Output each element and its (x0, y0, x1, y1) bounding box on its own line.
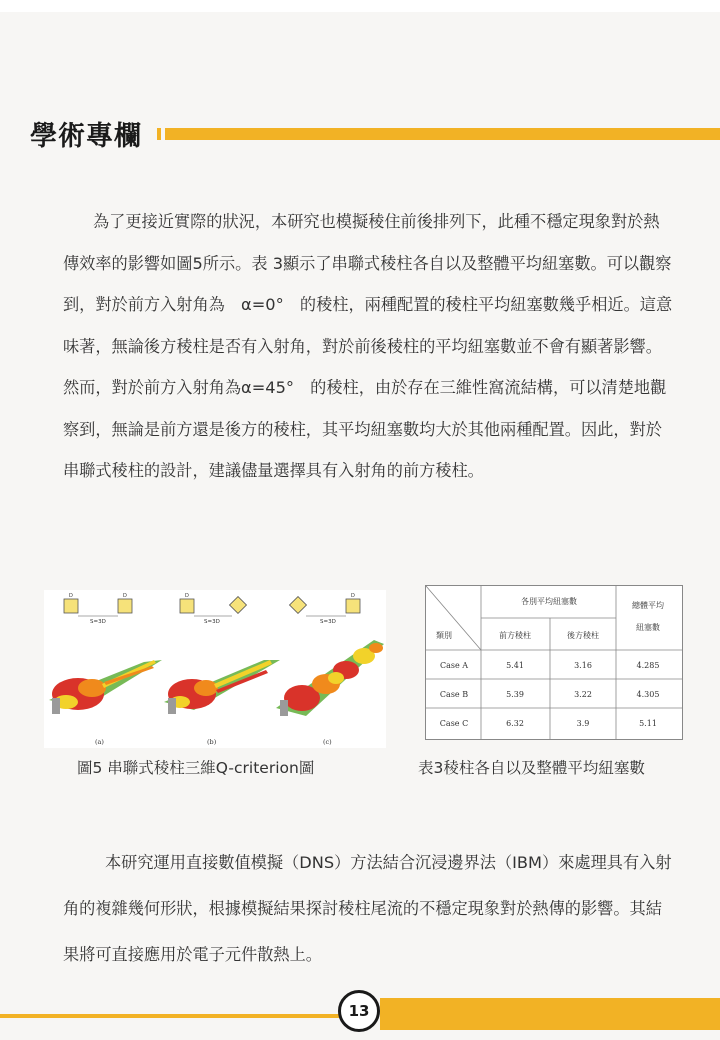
figure-caption: 圖5 串聯式稜柱三維Q-criterion圖 (77, 759, 315, 777)
table-caption: 表3稜柱各自以及整體平均紐塞數 (418, 759, 645, 777)
figure-5 (44, 590, 386, 748)
panel-b-vortex (164, 660, 280, 714)
panel-c-config (290, 593, 360, 625)
section-title: 學術專欄 (30, 121, 142, 152)
paragraph-1-text: 為了更接近實際的狀況，本研究也模擬稜住前後排列下，此種不穩定現象對於熱傳效率的影響如圖5所示。表 3顯示了串聯式稜柱各自以及整體平均紐塞數。可以觀察到，對於前方入射角為 α=0° 的稜柱，兩種配置的稜柱平均紐塞數幾乎相近。這意味著，無論後方稜柱是否有入射角，對於前後稜柱的平均紐塞數並不會有顯著影響。然而，對於前方入射角為α=45° 的稜柱，由於存在三維性窩流結構，可以清楚地觀察到，無論是前方還是後方的稜柱，其平均紐塞數均大於其他兩種配置。因此，對於串聯式稜柱的設計，建議儘量選擇具有入射角的前方稜柱。 (63, 212, 673, 480)
svg-text:D: D (185, 593, 189, 599)
panel-a-config (64, 593, 132, 625)
row-3-front: 6.32 (506, 719, 524, 728)
header-category: 類別 (436, 631, 452, 640)
row-1-total: 4.285 (636, 661, 660, 670)
row-2-case: Case B (439, 690, 469, 699)
row-3-total: 5.11 (639, 719, 657, 728)
panel-b-spacing: S=3D (204, 619, 220, 625)
svg-text:D: D (351, 593, 355, 599)
row-2-total: 4.305 (636, 690, 660, 699)
panel-b-config (180, 593, 246, 625)
page-number: 13 (338, 990, 380, 1032)
row-1-case: Case A (439, 661, 469, 670)
body-paragraph-2 (63, 840, 673, 978)
top-band (0, 0, 720, 12)
header-accent-bar (165, 128, 720, 140)
paragraph-2-text: 本研究運用直接數值模擬（DNS）方法結合沉浸邊界法（IBM）來處理具有入射角的複雜幾何形狀，根據模擬結果探討稜柱尾流的不穩定現象對於熱傳的影響。其結果將可直接應用於電子元件散熱上。 (63, 853, 672, 964)
row-3-case: Case C (439, 719, 469, 728)
header-rear: 後方稜柱 (567, 631, 599, 640)
row-2-rear: 3.22 (574, 690, 592, 699)
footer-accent-block (380, 998, 720, 1030)
panel-a-label: (a) (95, 738, 104, 746)
row-1-front: 5.41 (506, 661, 524, 670)
panel-a-vortex (49, 660, 162, 714)
table-grid (426, 586, 682, 739)
q-criterion-figure (44, 590, 386, 748)
header-total-1: 總體平均 (632, 601, 664, 610)
panel-a-spacing: S=3D (90, 619, 106, 625)
footer-line (0, 1014, 340, 1018)
header-total-2: 紐塞數 (636, 623, 660, 632)
row-1-rear: 3.16 (574, 661, 592, 670)
row-2-front: 5.39 (506, 690, 524, 699)
header-group: 各別平均紐塞數 (521, 597, 577, 606)
body-paragraph-1 (63, 201, 673, 492)
section-header (30, 112, 720, 152)
row-3-rear: 3.9 (576, 719, 590, 728)
panel-b-label: (b) (207, 738, 217, 746)
panel-c-spacing: S=3D (320, 619, 336, 625)
svg-text:D: D (69, 593, 73, 599)
panel-c-vortex (276, 640, 384, 716)
nusselt-table (425, 585, 683, 740)
header-front: 前方稜柱 (499, 631, 531, 640)
panel-c-label: (c) (323, 738, 332, 746)
svg-text:D: D (123, 593, 127, 599)
